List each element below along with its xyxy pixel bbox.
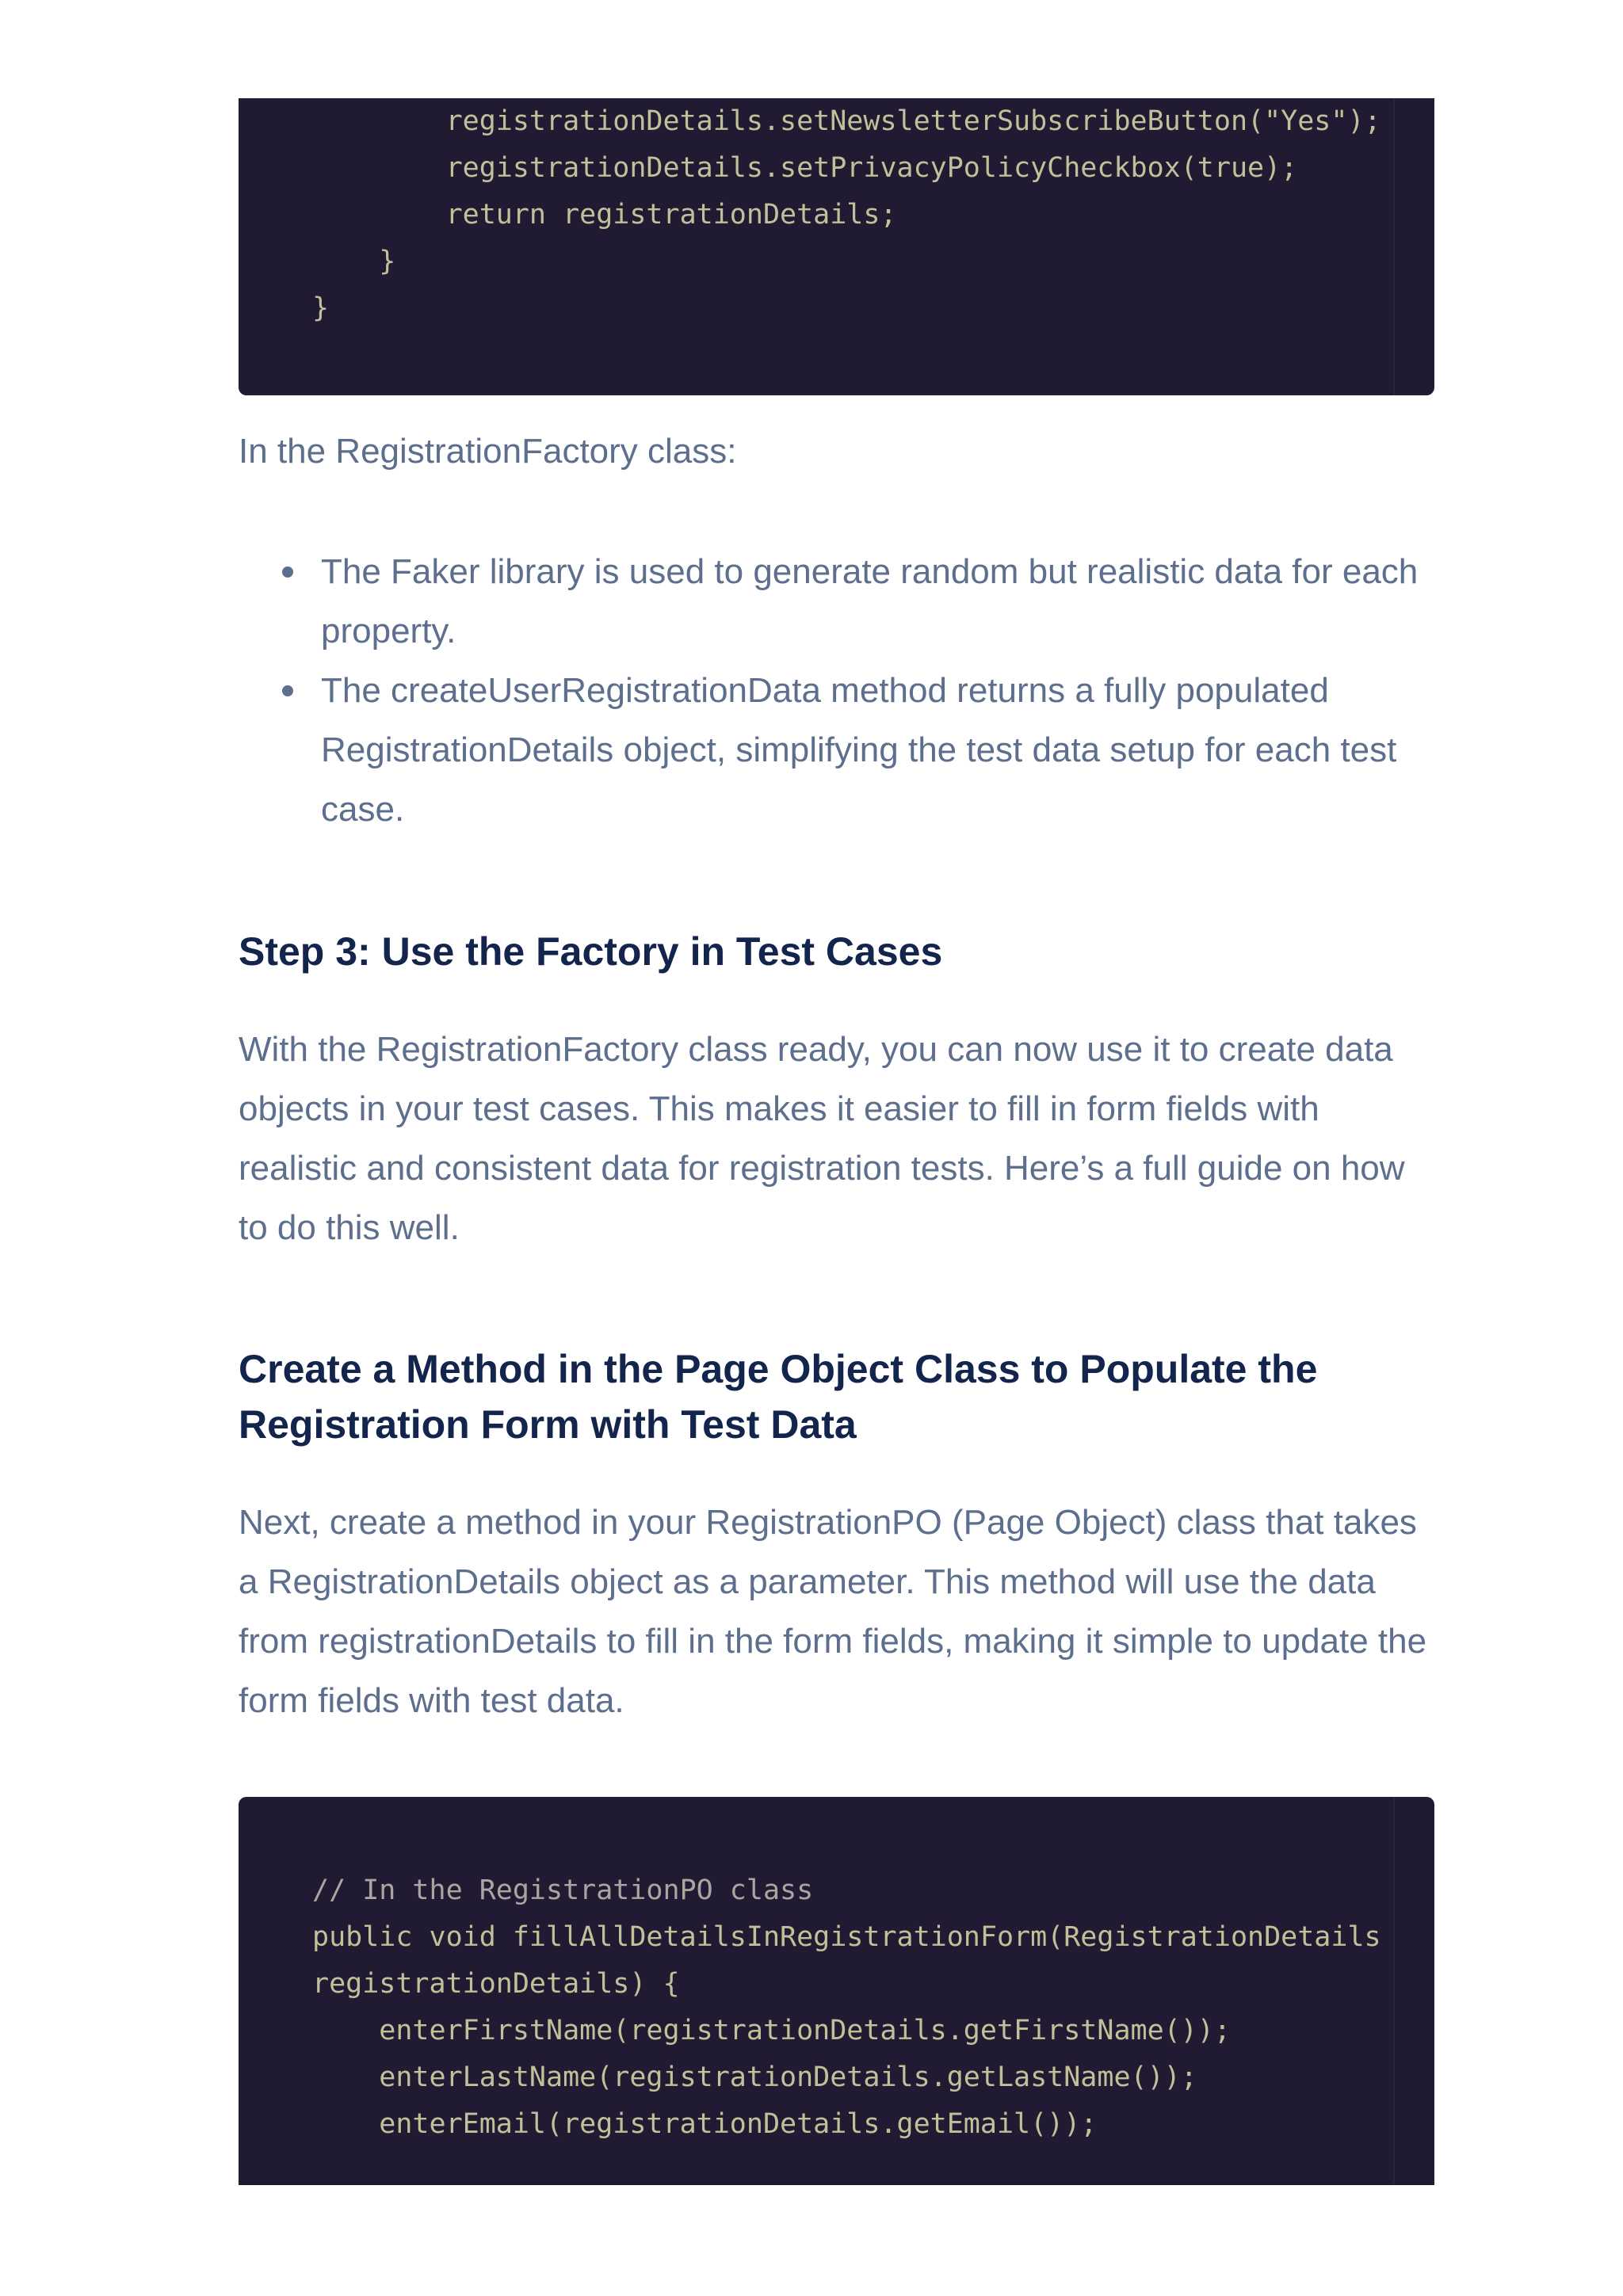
code-line: enterLastName(registrationDetails.getLastName()); bbox=[312, 2061, 1197, 2093]
code-lines bbox=[312, 98, 1381, 332]
code-line: public void fillAllDetailsInRegistrationForm(RegistrationDetails bbox=[312, 1921, 1381, 1953]
list-item-text: The Faker library is used to generate random but realistic data for each property. bbox=[321, 552, 1419, 650]
code-line: registrationDetails) { bbox=[312, 1968, 680, 2000]
code-line: registrationDetails.setPrivacyPolicyCheckbox(true); bbox=[312, 152, 1298, 184]
list-item bbox=[239, 661, 1443, 839]
list-item bbox=[239, 542, 1443, 661]
bullet-dot-icon bbox=[282, 685, 293, 696]
code-lines bbox=[312, 1867, 1381, 2148]
code-line: } bbox=[312, 292, 330, 324]
method-section-heading: Create a Method in the Page Object Class to Populate the Registration Form with Test Data bbox=[239, 1347, 1318, 1447]
step3-heading: Step 3: Use the Factory in Test Cases bbox=[239, 929, 943, 974]
step3-paragraph: With the RegistrationFactory class ready, you can now use it to create data objects in your test cases. This makes it easier to fill in form fields with realistic and consistent data for registration tests. Here’s a full guide on how to do this well. bbox=[239, 1030, 1405, 1247]
bullet-list bbox=[239, 542, 1443, 839]
list-item-text: The createUserRegistrationData method returns a fully populated RegistrationDetails object, simplifying the test data setup for each test case. bbox=[321, 671, 1397, 829]
intro-paragraph: In the RegistrationFactory class: bbox=[239, 432, 737, 471]
code-block-registration-factory-end bbox=[239, 98, 1434, 395]
code-line: enterFirstName(registrationDetails.getFirstName()); bbox=[312, 2015, 1231, 2046]
method-section-paragraph: Next, create a method in your RegistrationPO (Page Object) class that takes a RegistrationDetails object as a parameter. This method will use the data from registrationDetails to fill in the form fields, making it simple to update the form fields with test data. bbox=[239, 1503, 1427, 1720]
code-line: return registrationDetails; bbox=[312, 199, 897, 231]
bullet-dot-icon bbox=[282, 566, 293, 578]
code-line: registrationDetails.setNewsletterSubscribeButton("Yes"); bbox=[312, 105, 1381, 137]
code-block-fill-registration-form bbox=[239, 1797, 1434, 2185]
code-block-scroll-edge bbox=[1393, 1797, 1395, 2185]
code-comment: // In the RegistrationPO class bbox=[312, 1875, 814, 1906]
code-line: } bbox=[312, 246, 396, 277]
code-block-scroll-edge bbox=[1393, 98, 1395, 395]
code-line: enterEmail(registrationDetails.getEmail()); bbox=[312, 2108, 1098, 2140]
